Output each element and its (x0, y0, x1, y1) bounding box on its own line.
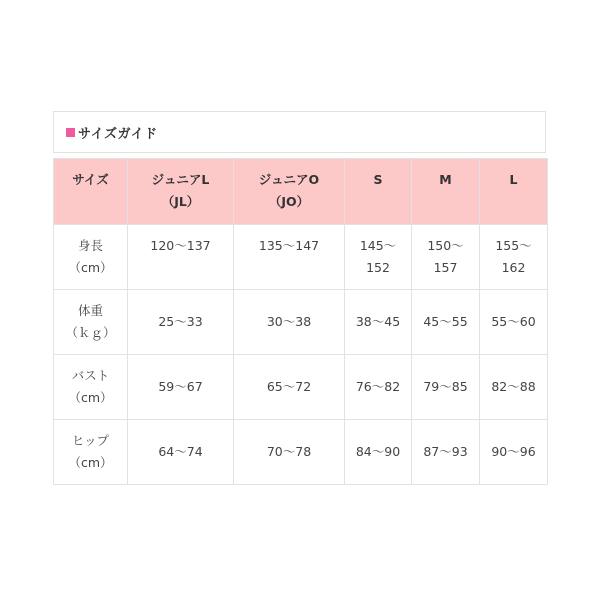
table-cell (480, 290, 548, 355)
cell-value: 135〜147 (258, 238, 320, 253)
table-cell (412, 420, 480, 485)
table-cell (412, 355, 480, 420)
table-cell (345, 290, 412, 355)
table-cell (128, 355, 234, 420)
cell-value: 59〜67 (158, 379, 203, 394)
cell-value: 87〜93 (423, 444, 468, 459)
cell-value: 155〜 (495, 238, 532, 253)
cell-value: 82〜88 (491, 379, 536, 394)
table-cell (128, 420, 234, 485)
table-cell (345, 355, 412, 420)
header-junior-l-label: ジュニアL (151, 172, 210, 187)
row-label-weight (54, 290, 128, 355)
row-label-text: 体重 (77, 303, 103, 318)
cell-value-line2: 152 (366, 260, 390, 275)
cell-value: 120〜137 (150, 238, 211, 253)
table-row (54, 420, 548, 485)
table-cell (480, 420, 548, 485)
cell-value: 25〜33 (158, 314, 203, 329)
row-label-text: ヒップ (71, 433, 110, 448)
row-label-hip (54, 420, 128, 485)
table-cell (480, 225, 548, 290)
table-row (54, 290, 548, 355)
cell-value: 64〜74 (158, 444, 203, 459)
cell-value: 84〜90 (355, 444, 401, 459)
size-table (53, 158, 548, 485)
header-l-label: L (509, 172, 518, 187)
cell-value: 38〜45 (355, 314, 401, 329)
cell-value: 150〜 (427, 238, 464, 253)
row-label-text: バスト (71, 368, 110, 383)
table-cell (234, 290, 345, 355)
table-cell (412, 225, 480, 290)
header-m-label: M (439, 172, 452, 187)
header-size-label: サイズ (72, 172, 109, 187)
cell-value-line2: 162 (501, 260, 526, 275)
table-cell (345, 420, 412, 485)
cell-value-line2: 157 (433, 260, 458, 275)
row-label-height (54, 225, 128, 290)
header-s-label: S (373, 172, 383, 187)
table-cell (128, 225, 234, 290)
header-junior-o-label: ジュニアO (258, 172, 320, 187)
pink-square-icon (66, 128, 75, 137)
cell-value: 65〜72 (266, 379, 312, 394)
header-m (412, 159, 480, 225)
table-cell (412, 290, 480, 355)
header-junior-o (234, 159, 345, 225)
table-cell (345, 225, 412, 290)
cell-value: 90〜96 (491, 444, 536, 459)
header-size (54, 159, 128, 225)
cell-value-spacer (234, 257, 344, 279)
header-junior-l-code: （JL） (161, 194, 200, 209)
table-cell (128, 290, 234, 355)
row-label-unit: （ｋｇ） (65, 325, 116, 340)
cell-value: 70〜78 (266, 444, 312, 459)
cell-value: 145〜 (359, 238, 397, 253)
row-label-bust (54, 355, 128, 420)
table-cell (480, 355, 548, 420)
table-cell (234, 225, 345, 290)
size-guide-title: サイズガイド (78, 126, 158, 142)
row-label-unit: （cm） (68, 260, 113, 275)
size-guide-title-box (53, 111, 546, 153)
header-junior-l (128, 159, 234, 225)
table-cell (234, 355, 345, 420)
cell-value: 45〜55 (423, 314, 468, 329)
table-row (54, 355, 548, 420)
table-row (54, 225, 548, 290)
header-junior-o-code: （JO） (268, 194, 310, 209)
table-cell (234, 420, 345, 485)
table-header-row (54, 159, 548, 225)
cell-value: 76〜82 (355, 379, 401, 394)
cell-value-spacer (128, 257, 233, 279)
header-l (480, 159, 548, 225)
cell-value: 55〜60 (491, 314, 536, 329)
header-s (345, 159, 412, 225)
row-label-text: 身長 (77, 238, 103, 253)
cell-value: 79〜85 (423, 379, 468, 394)
row-label-unit: （cm） (68, 455, 113, 470)
cell-value: 30〜38 (266, 314, 312, 329)
row-label-unit: （cm） (68, 390, 113, 405)
